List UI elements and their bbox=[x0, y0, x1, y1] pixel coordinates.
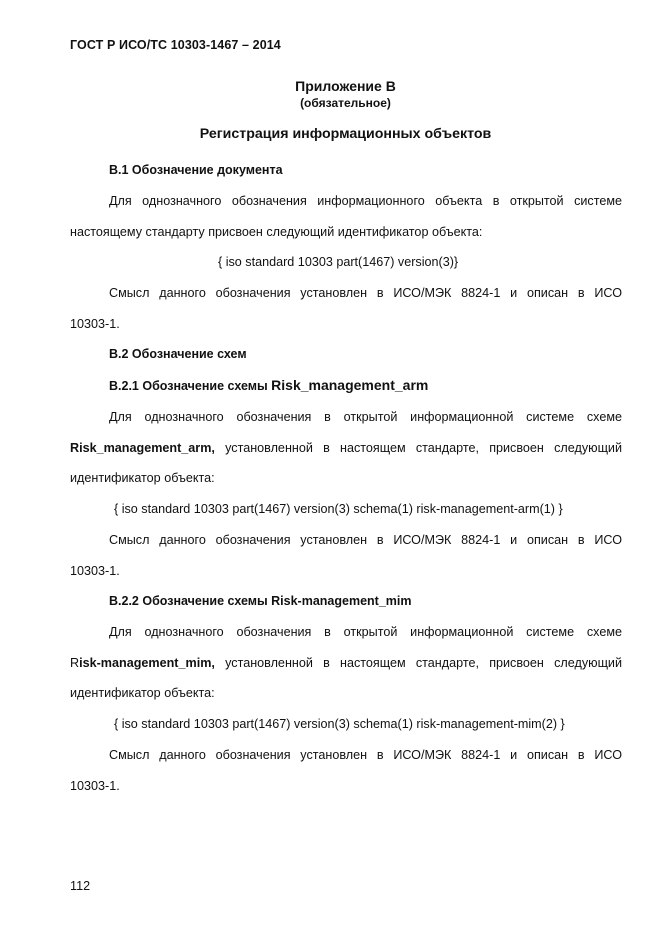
b21-line-2-rest: установленной в настоящем стандарте, присвоен следующий bbox=[214, 441, 622, 455]
section-title: Регистрация информационных объектов bbox=[199, 126, 492, 142]
b22-heading-prefix: В.2.2 Обозначение схемы bbox=[109, 594, 272, 608]
appendix-title: Приложение В bbox=[295, 78, 396, 94]
b21-schema-name: Risk_management_arm, bbox=[70, 441, 215, 455]
b21-heading-schema-name: Risk_management_arm bbox=[271, 377, 429, 393]
b21-heading-prefix: В.2.1 Обозначение схемы bbox=[109, 379, 272, 393]
b22-paragraph-1-line-1: Для однозначного обозначения в открытой информационной системе схеме bbox=[109, 625, 622, 639]
b2-heading: В.2 Обозначение схем bbox=[109, 347, 247, 361]
b22-heading bbox=[109, 594, 411, 608]
b22-line-2-rest: установленной в настоящем стандарте, присвоен следующий bbox=[214, 656, 622, 670]
b1-heading: В.1 Обозначение документа bbox=[109, 163, 283, 177]
b22-heading-schema-name: Risk-management_mim bbox=[271, 594, 412, 608]
b21-paragraph-2-line-1: Смысл данного обозначения установлен в ИСО/МЭК 8824-1 и описан в ИСО bbox=[109, 533, 622, 547]
b22-paragraph-2-line-2: 10303-1. bbox=[70, 779, 120, 793]
b1-paragraph-1-line-1: Для однозначного обозначения информационного объекта в открытой системе bbox=[109, 194, 622, 208]
b22-paragraph-1-line-3: идентификатор объекта: bbox=[70, 686, 215, 700]
document-header: ГОСТ Р ИСО/ТС 10303-1467 – 2014 bbox=[70, 38, 281, 52]
b1-identifier: { iso standard 10303 part(1467) version(3)} bbox=[218, 255, 459, 269]
b21-paragraph-1-line-1: Для однозначного обозначения в открытой информационной системе схеме bbox=[109, 410, 622, 424]
b22-schema-name-first-letter: R bbox=[70, 656, 80, 670]
b21-heading bbox=[109, 377, 428, 393]
b1-paragraph-1-line-2: настоящему стандарту присвоен следующий идентификатор объекта: bbox=[70, 225, 483, 239]
b1-paragraph-2-line-2: 10303-1. bbox=[70, 317, 120, 331]
b21-paragraph-2-line-2: 10303-1. bbox=[70, 564, 120, 578]
appendix-status: (обязательное) bbox=[300, 96, 391, 110]
b22-identifier: { iso standard 10303 part(1467) version(3) schema(1) risk-management-mim(2) } bbox=[114, 717, 565, 731]
b22-paragraph-1-line-2 bbox=[70, 656, 622, 670]
page-number: 112 bbox=[70, 879, 91, 893]
b22-paragraph-2-line-1: Смысл данного обозначения установлен в ИСО/МЭК 8824-1 и описан в ИСО bbox=[109, 748, 622, 762]
b21-paragraph-1-line-3: идентификатор объекта: bbox=[70, 471, 215, 485]
b21-paragraph-1-line-2 bbox=[70, 441, 622, 455]
b21-identifier: { iso standard 10303 part(1467) version(3) schema(1) risk-management-arm(1) } bbox=[114, 502, 563, 516]
b22-schema-name: isk-management_mim, bbox=[79, 656, 215, 670]
b1-paragraph-2-line-1: Смысл данного обозначения установлен в ИСО/МЭК 8824-1 и описан в ИСО bbox=[109, 286, 622, 300]
